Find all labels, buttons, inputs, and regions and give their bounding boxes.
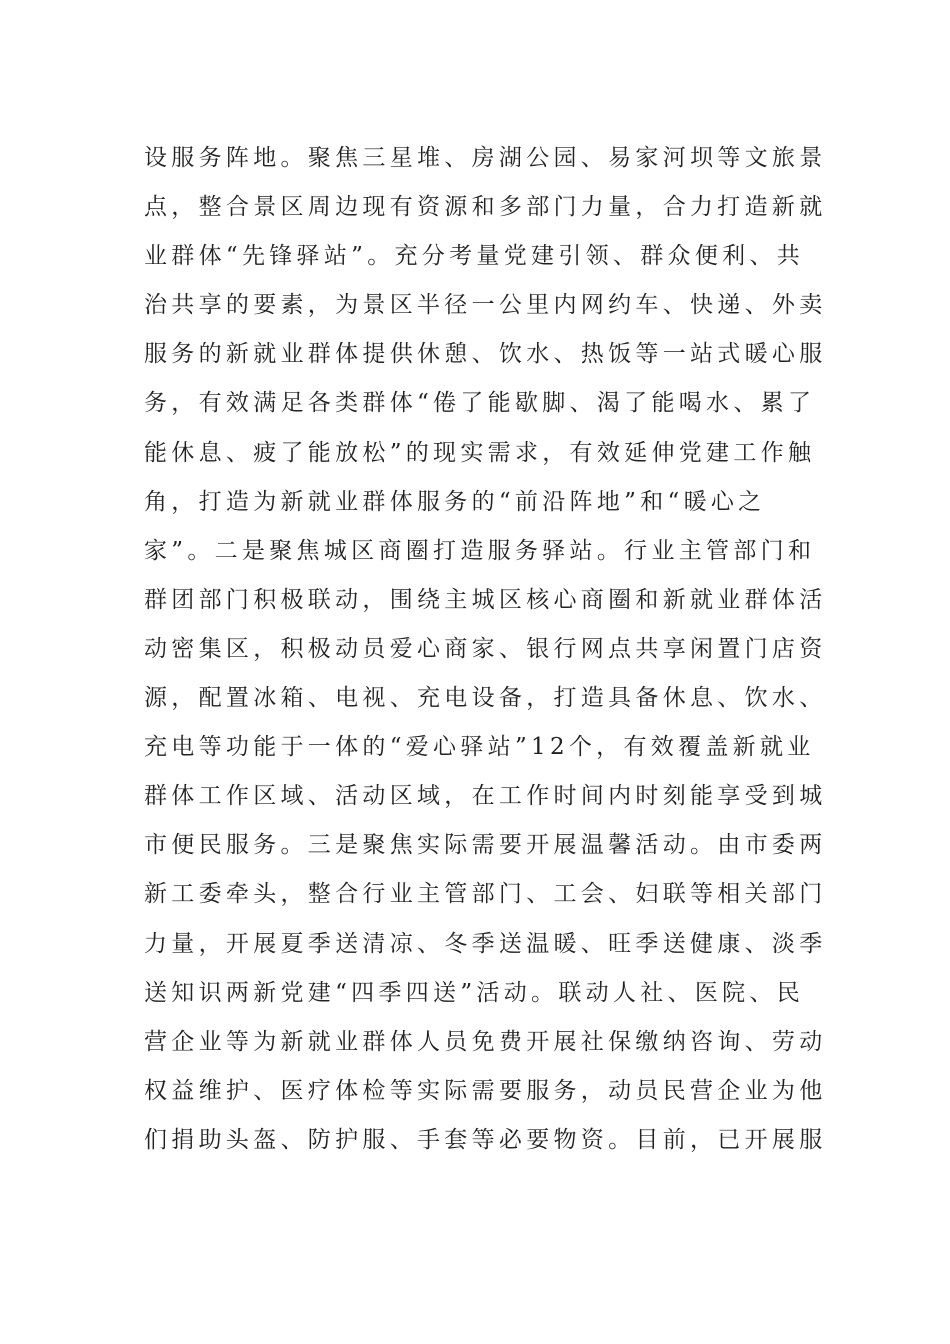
text-line: 能休息、疲了能放松”的现实需求，有效延伸党建工作触 <box>144 439 816 466</box>
text-line: 市便民服务。三是聚焦实际需要开展温馨活动。由市委两 <box>144 832 827 859</box>
text-line: 群团部门积极联动，围绕主城区核心商圈和新就业群体活 <box>144 586 827 613</box>
text-line: 服务的新就业群体提供休憩、饮水、热饭等一站式暖心服 <box>144 341 827 368</box>
text-line: 治共享的要素，为景区半径一公里内网约车、快递、外卖 <box>144 292 827 319</box>
text-line: 角，打造为新就业群体服务的“前沿阵地”和“暖心之 <box>144 488 766 515</box>
text-line: 点，整合景区周边现有资源和多部门力量，合力打造新就 <box>144 194 827 221</box>
text-line: 送知识两新党建“四季四送”活动。联动人社、医院、民 <box>144 979 805 1006</box>
text-line: 业群体“先锋驿站”。充分考量党建引领、群众便利、共 <box>144 243 805 270</box>
text-line: 源，配置冰箱、电视、充电设备，打造具备休息、饮水、 <box>144 685 827 712</box>
text-line: 营企业等为新就业群体人员免费开展社保缴纳咨询、劳动 <box>144 1028 827 1055</box>
text-line: 务，有效满足各类群体“倦了能歇脚、渴了能喝水、累了 <box>144 390 816 417</box>
text-line: 群体工作区域、活动区域，在工作时间内时刻能享受到城 <box>144 783 827 810</box>
text-line: 力量，开展夏季送清凉、冬季送温暖、旺季送健康、淡季 <box>144 930 827 957</box>
text-line: 权益维护、医疗体检等实际需要服务，动员民营企业为他 <box>144 1077 827 1104</box>
text-line: 家”。二是聚焦城区商圈打造服务驿站。行业主管部门和 <box>144 537 816 564</box>
text-line: 设服务阵地。聚焦三星堆、房湖公园、易家河坝等文旅景 <box>144 145 827 171</box>
text-line: 动密集区，积极动员爱心商家、银行网点共享闲置门店资 <box>144 635 827 662</box>
text-line: 新工委牵头，整合行业主管部门、工会、妇联等相关部门 <box>144 881 827 908</box>
body-paragraph <box>144 134 827 1165</box>
text-line: 们捐助头盔、防护服、手套等必要物资。目前，已开展服 <box>144 1126 827 1153</box>
text-line: 充电等功能于一体的“爱心驿站”12个，有效覆盖新就业 <box>144 734 815 761</box>
